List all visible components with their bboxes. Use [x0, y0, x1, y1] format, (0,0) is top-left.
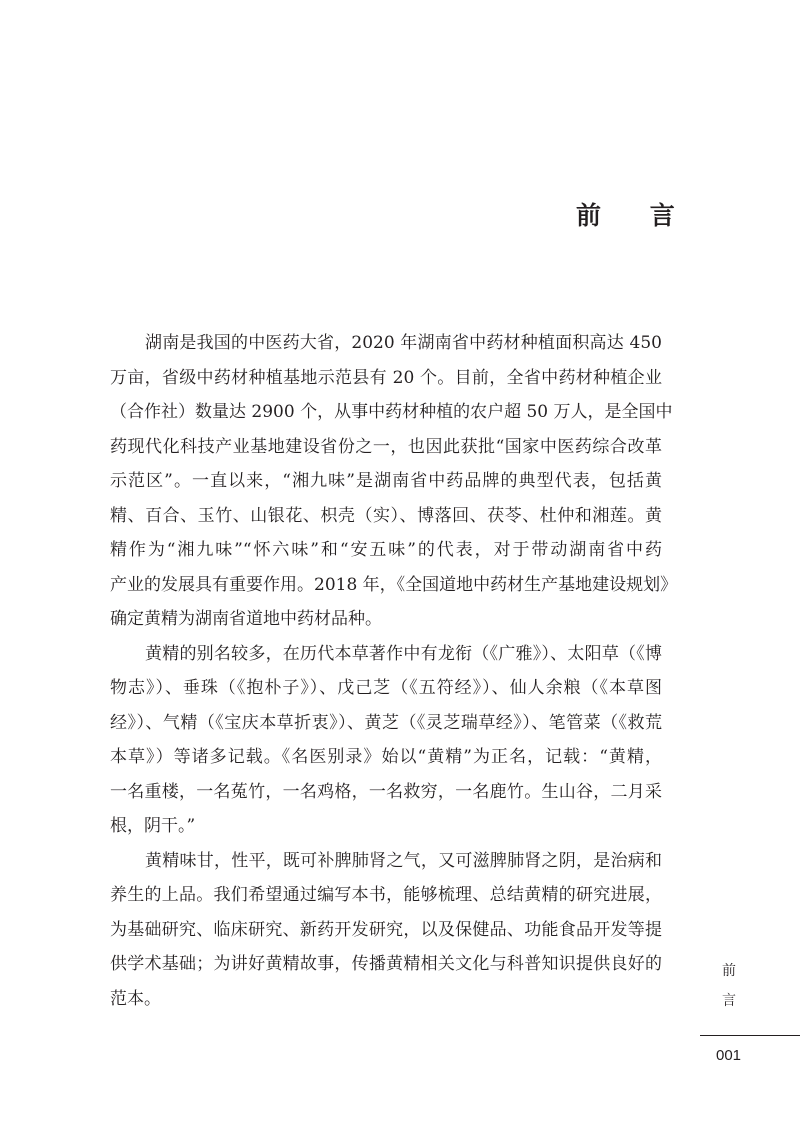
- text-line: 确定黄精为湖南省道地中药材品种。: [110, 609, 382, 629]
- footer-rule: [700, 1035, 800, 1036]
- running-header-char-1: 前: [722, 963, 736, 979]
- paragraph: [110, 326, 678, 637]
- text-line: 示范区”。一直以来，“湘九味”是湖南省中药品牌的典型代表，包括黄: [110, 471, 662, 491]
- paragraph: [110, 844, 662, 1017]
- text-line: 精作为“湘九味”“怀六味”和“安五味”的代表，对于带动湖南省中药: [110, 540, 662, 560]
- text-line: 范本。: [110, 988, 161, 1009]
- paragraph: [110, 637, 662, 844]
- text-line: 经》）、气精（《宝庆本草折衷》）、黄芝（《灵芝瑞草经》）、笔管菜（《救荒: [110, 712, 662, 733]
- text-line: 供学术基础；为讲好黄精故事，传播黄精相关文化与科普知识提供良好的: [110, 954, 662, 974]
- text-line: 黄精的别名较多，在历代本草著作中有龙衔（《广雅》）、太阳草（《博: [145, 643, 662, 664]
- text-line: 根，阴干。”: [110, 816, 196, 836]
- text-line: 万亩，省级中药材种植基地示范县有 20 个。目前，全省中药材种植企业: [110, 367, 662, 388]
- body-text: [110, 326, 678, 1016]
- text-line: 精、百合、玉竹、山银花、枳壳（实）、博落回、茯苓、杜仲和湘莲。黄: [110, 505, 662, 526]
- text-line: 一名重楼，一名菟竹，一名鸡格，一名救穷，一名鹿竹。生山谷，二月采: [110, 781, 662, 802]
- text-line: 养生的上品。我们希望通过编写本书，能够梳理、总结黄精的研究进展，: [110, 885, 662, 905]
- text-line: 物志》）、垂珠（《抱朴子》）、戊己芝（《五符经》）、仙人余粮（《本草图: [110, 678, 662, 698]
- page-title: 前 言: [576, 201, 695, 230]
- page-number: 001: [716, 1047, 742, 1064]
- text-line: 为基础研究、临床研究、新药开发研究，以及保健品、功能食品开发等提: [110, 919, 662, 940]
- text-line: 本草》）等诸多记载。《名医别录》始以“黄精”为正名，记载：“黄精，: [110, 747, 662, 767]
- text-line: 药现代化科技产业基地建设省份之一，也因此获批“国家中医药综合改革: [110, 436, 662, 457]
- text-line: （合作社）数量达 2900 个，从事中药材种植的农户超 50 万人，是全国中: [110, 402, 673, 422]
- text-line: 黄精味甘，性平，既可补脾肺肾之气，又可滋脾肺肾之阴，是治病和: [145, 850, 662, 871]
- text-line: 湖南是我国的中医药大省，2020 年湖南省中药材种植面积高达 450: [145, 333, 662, 353]
- running-header-char-2: 言: [722, 993, 736, 1009]
- text-line: 产业的发展具有重要作用。2018 年，《全国道地中药材生产基地建设规划》: [110, 574, 678, 595]
